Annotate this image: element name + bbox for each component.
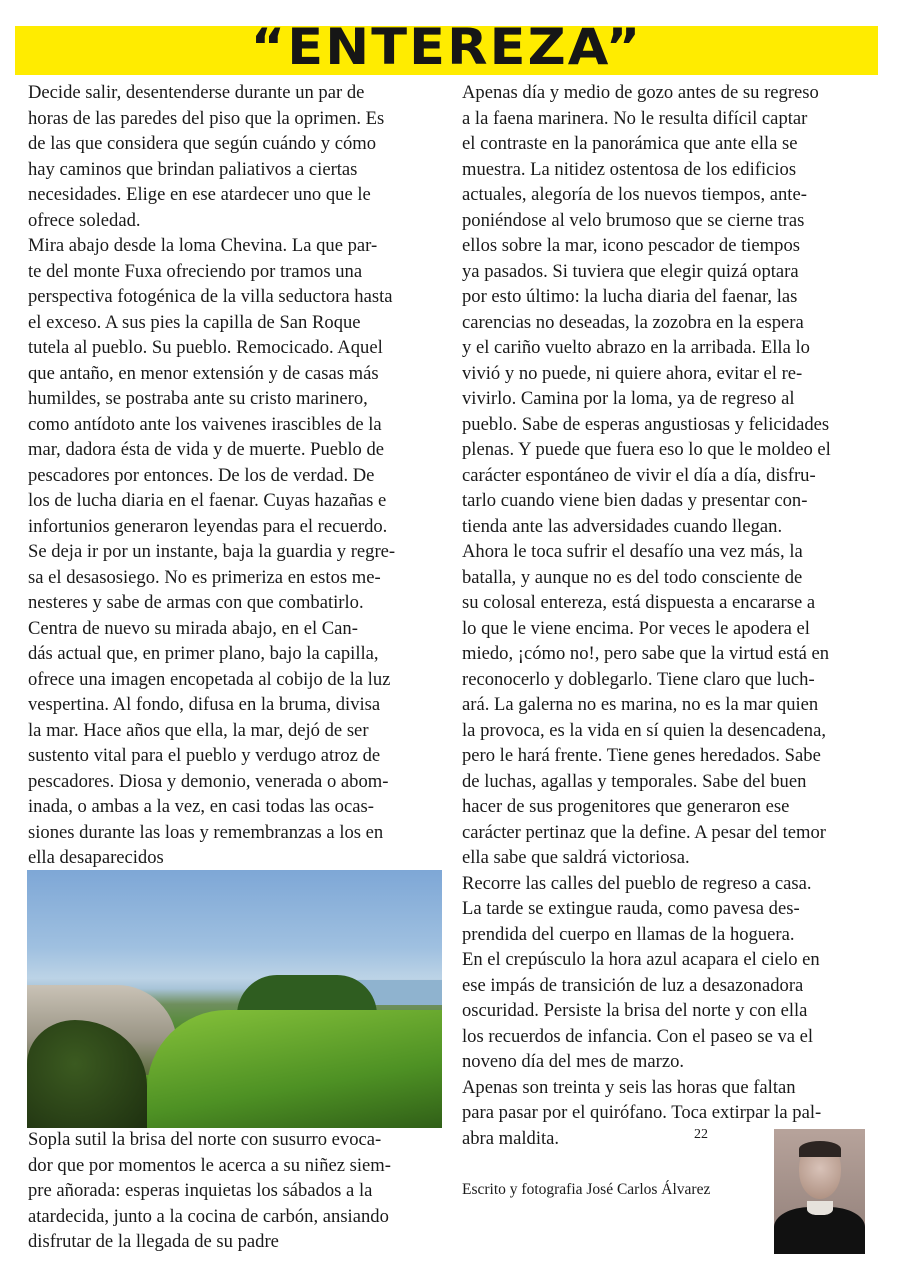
title-banner: [15, 18, 878, 76]
text-line: humildes, se postraba ante su cristo marinero,: [28, 388, 368, 409]
text-line: el exceso. A sus pies la capilla de San Roque: [28, 311, 361, 333]
text-line: de las que considera que según cuándo y cómo: [28, 133, 377, 154]
text-line: perspectiva fotogénica de la villa seductora hasta: [28, 286, 393, 307]
text-line: sa el desasosiego. No es primeriza en estos me-: [28, 566, 381, 588]
text-line: vivirlo. Camina por la loma, ya de regreso al: [462, 388, 795, 409]
text-line: ella desaparecidos: [28, 847, 164, 868]
text-line: Sopla sutil la brisa del norte con susurro evoca-: [28, 1129, 382, 1150]
text-line: los de lucha diaria en el faenar. Cuyas hazañas e: [28, 490, 387, 511]
text-line: hay caminos que brindan paliativos a ciertas: [28, 158, 358, 180]
text-line: tienda ante las adversidades cuando llegan.: [462, 515, 783, 537]
text-line: mar, dadora ésta de vida y de muerte. Pueblo de: [28, 439, 385, 460]
text-line: muestra. La nitidez ostentosa de los edificios: [462, 158, 797, 180]
text-line: disfrutar de la llegada de su padre: [28, 1231, 279, 1252]
text-line: vivió y no puede, ni quiere ahora, evitar el re-: [462, 362, 803, 384]
text-line: ya pasados. Si tuviera que elegir quizá optara: [462, 260, 799, 282]
text-line: a la faena marinera. No le resulta difícil captar: [462, 107, 808, 129]
text-line: dor que por momentos le acerca a su niñez siem-: [28, 1154, 391, 1176]
text-line: oscuridad. Persiste la brisa del norte y con ella: [462, 1000, 808, 1021]
text-line: y el cariño vuelto abrazo en la arribada. Ella lo: [462, 337, 810, 358]
text-line: ofrece una imagen encopetada al cobijo de la luz: [28, 668, 391, 690]
text-line: reconocerlo y doblegarlo. Tiene claro que luch-: [462, 668, 815, 690]
text-line: nesteres y sabe de armas con que combatirlo.: [28, 592, 364, 613]
text-line: infortunios generaron leyendas para el recuerdo.: [28, 515, 388, 537]
text-line: vespertina. Al fondo, difusa en la bruma, divisa: [28, 694, 381, 715]
text-line: el contraste en la panorámica que ante ella se: [462, 133, 798, 154]
text-line: Mira abajo desde la loma Chevina. La que par-: [28, 235, 378, 256]
text-line: sustento vital para el pueblo y verdugo atroz de: [28, 745, 381, 766]
text-line: hacer de sus progenitores que generaron ese: [462, 796, 790, 817]
text-line: ará. La galerna no es marina, no es la mar quien: [462, 694, 819, 715]
text-line: prendida del cuerpo en llamas de la hoguera.: [462, 923, 795, 945]
text-line: Se deja ir por un instante, baja la guardia y regre-: [28, 541, 396, 562]
text-line: La tarde se extingue rauda, como pavesa des-: [462, 898, 800, 919]
text-line: Recorre las calles del pueblo de regreso a casa.: [462, 872, 812, 894]
page-number: 22: [694, 1127, 708, 1142]
text-line: En el crepúsculo la hora azul acapara el cielo en: [462, 949, 820, 970]
text-line: carácter pertinaz que la define. A pesar del temor: [462, 821, 826, 843]
text-line: atardecida, junto a la cocina de carbón, ansiando: [28, 1205, 389, 1227]
text-line: noveno día del mes de marzo.: [462, 1051, 685, 1072]
author-credit: Escrito y fotografia José Carlos Álvarez: [462, 1181, 711, 1198]
text-line: tarlo cuando viene bien dadas y presentar con-: [462, 490, 808, 511]
text-line: Ahora le toca sufrir el desafío una vez más, la: [462, 541, 803, 562]
text-line: carencias no deseadas, la zozobra en la espera: [462, 311, 804, 333]
text-line: carácter espontáneo de vivir el día a día, disfru-: [462, 464, 816, 486]
text-line: pero le hará frente. Tiene genes heredados. Sabe: [462, 745, 821, 766]
text-line: la mar. Hace años que ella, la mar, dejó de ser: [28, 719, 369, 741]
text-line: Apenas día y medio de gozo antes de su regreso: [462, 82, 819, 103]
text-line: pueblo. Sabe de esperas angustiosas y felicidades: [462, 413, 830, 435]
text-line: necesidades. Elige en ese atardecer uno que le: [28, 184, 371, 205]
text-line: Apenas son treinta y seis las horas que faltan: [462, 1076, 796, 1098]
text-line: inada, o ambas a la vez, en casi todas las ocas-: [28, 796, 374, 817]
text-line: para pasar por el quirófano. Toca extirpar la pal-: [462, 1102, 822, 1123]
text-line: pre añorada: esperas inquietas los sábados a la: [28, 1180, 373, 1201]
text-line: que antaño, en menor extensión y de casas más: [28, 362, 379, 384]
text-line: ellos sobre la mar, icono pescador de tiempos: [462, 235, 800, 256]
text-line: pescadores. Diosa y demonio, venerada o abom-: [28, 770, 389, 792]
text-line: Decide salir, desentenderse durante un par de: [28, 82, 365, 103]
text-line: de luchas, agallas y temporales. Sabe del buen: [462, 770, 807, 792]
text-line: lo que le viene encima. Por veces le apodera el: [462, 617, 810, 639]
left-column-text: [28, 80, 395, 871]
text-line: poniéndose al velo brumoso que se cierne tras: [462, 209, 805, 231]
text-line: te del monte Fuxa ofreciendo por tramos una: [28, 260, 363, 282]
text-line: pescadores por entonces. De los de verdad. De: [28, 464, 375, 486]
text-line: Centra de nuevo su mirada abajo, en el Can-: [28, 617, 358, 639]
text-line: horas de las paredes del piso que la oprimen. Es: [28, 107, 385, 129]
text-line: la provoca, es la vida en sí quien la desencadena,: [462, 719, 826, 741]
text-line: dás actual que, en primer plano, bajo la capilla,: [28, 643, 379, 664]
landscape-photo: [27, 870, 442, 1128]
text-line: ese impás de transición de luz a desazonadora: [462, 974, 804, 996]
text-line: ella sabe que saldrá victoriosa.: [462, 847, 690, 868]
left-column-text-after-photo: [28, 1127, 391, 1255]
author-portrait: [774, 1129, 865, 1254]
text-line: actuales, alegoría de los nuevos tiempos, ante-: [462, 184, 807, 205]
article-title: “ENTEREZA”: [250, 18, 643, 76]
text-line: como antídoto ante los vaivenes irascibles de la: [28, 413, 382, 435]
text-line: batalla, y aunque no es del todo consciente de: [462, 566, 803, 588]
text-line: siones durante las loas y remembranzas a los en: [28, 821, 384, 843]
text-line: miedo, ¡cómo no!, pero sabe que la virtud está en: [462, 643, 830, 664]
text-line: su colosal entereza, está dispuesta a encararse a: [462, 592, 816, 613]
text-line: los recuerdos de infancia. Con el paseo se va el: [462, 1025, 814, 1047]
right-column-text: [462, 80, 831, 1151]
text-line: abra maldita.: [462, 1127, 560, 1149]
text-line: tutela al pueblo. Su pueblo. Remocicado. Aquel: [28, 337, 383, 358]
text-line: ofrece soledad.: [28, 209, 141, 231]
text-line: plenas. Y puede que fuera eso lo que le moldeo el: [462, 439, 831, 460]
text-line: por esto último: la lucha diaria del faenar, las: [462, 286, 798, 307]
